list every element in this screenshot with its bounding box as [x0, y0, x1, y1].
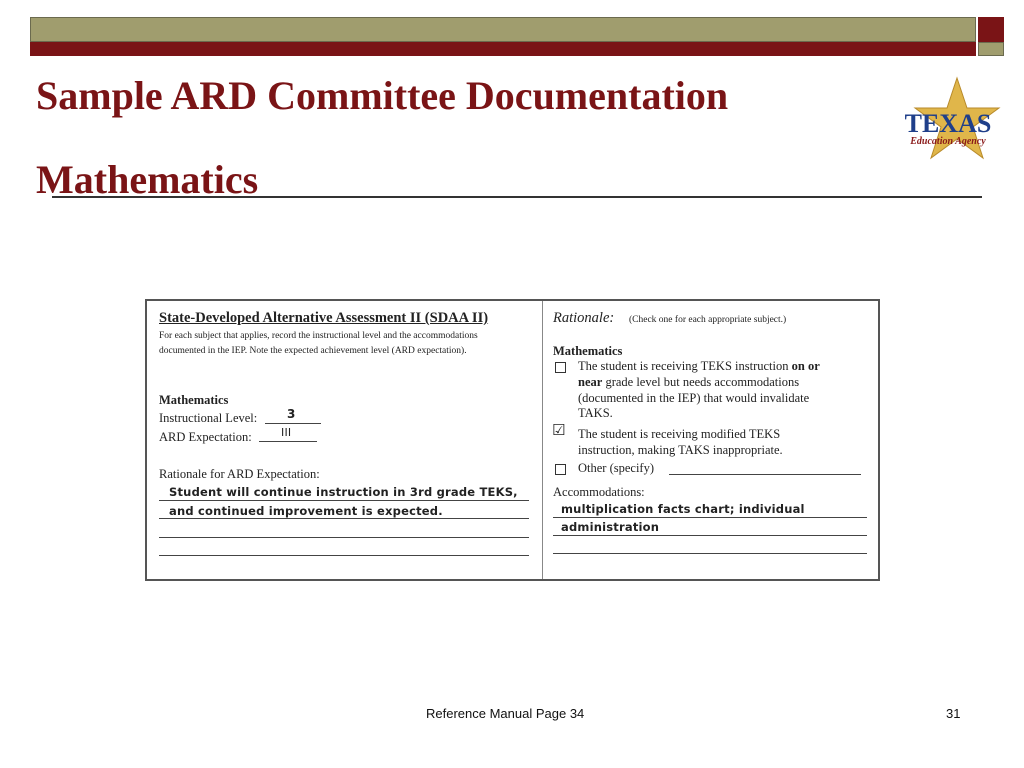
accommodations-label: Accommodations: — [553, 485, 645, 499]
rationale-heading: Rationale: — [553, 310, 615, 326]
option2-checkbox-checked-icon[interactable]: ☑ — [552, 421, 566, 439]
ard-expectation-value: III — [281, 426, 292, 439]
instructional-level-line — [265, 423, 321, 424]
form-instructions-line2: documented in the IEP. Note the expected achievement level (ARD expectation). — [159, 346, 467, 356]
logo-text-sub: Education Agency — [910, 136, 986, 147]
rationale-line4 — [159, 555, 529, 556]
accommodations-line1 — [553, 517, 867, 518]
rationale-line1 — [159, 500, 529, 501]
accommodations-line2 — [553, 535, 867, 536]
option1-checkbox[interactable] — [555, 362, 566, 373]
sdaa-form — [145, 299, 880, 581]
rationale-line2-text: and continued improvement is expected. — [169, 504, 443, 518]
option3-specify-line — [669, 474, 861, 475]
logo-text-main: TEXAS — [904, 109, 992, 138]
instructional-level-label: Instructional Level: — [159, 411, 258, 425]
rationale-line2 — [159, 518, 529, 519]
option1-line3: (documented in the IEP) that would invalidate — [578, 391, 810, 405]
option3-checkbox[interactable] — [555, 464, 566, 475]
rationale-line1-text: Student will continue instruction in 3rd grade TEKS, — [169, 485, 518, 499]
accommodations-line2-text: administration — [561, 520, 660, 534]
rationale-line3 — [159, 537, 529, 538]
slide-title: Sample ARD Committee Documentation — [36, 73, 729, 118]
footer-reference: Reference Manual Page 34 — [426, 706, 585, 721]
instructional-level-value: 3 — [287, 407, 296, 421]
slide-subtitle: Mathematics — [36, 157, 259, 202]
option1-line4: TAKS. — [578, 406, 613, 420]
option1-line1: The student is receiving TEKS instruction on or — [578, 359, 820, 373]
left-subject-label: Mathematics — [159, 393, 229, 407]
accommodations-line3 — [553, 553, 867, 554]
rationale-ard-label: Rationale for ARD Expectation: — [159, 467, 320, 481]
corner-block-olive — [978, 42, 1004, 56]
ard-expectation-label: ARD Expectation: — [159, 430, 252, 444]
option2-line2: instruction, making TAKS inappropriate. — [578, 443, 783, 457]
corner-block-maroon — [978, 17, 1004, 42]
form-instructions-line1: For each subject that applies, record the instructional level and the accommodations — [159, 331, 478, 341]
accommodations-line1-text: multiplication facts chart; individual — [561, 502, 805, 516]
option3-label: Other (specify) — [578, 461, 655, 475]
right-subject-label: Mathematics — [553, 344, 623, 358]
ard-expectation-line — [259, 441, 317, 442]
header-bar-maroon — [30, 42, 976, 56]
header-bar-olive — [30, 17, 976, 42]
texas-star-logo-icon — [893, 76, 1003, 166]
slide-number: 31 — [946, 706, 961, 721]
form-heading: State-Developed Alternative Assessment II (SDAA II) — [159, 310, 489, 326]
form-divider — [542, 301, 543, 579]
option2-line1: The student is receiving modified TEKS — [578, 427, 781, 441]
title-underline — [52, 196, 982, 198]
rationale-hint: (Check one for each appropriate subject.) — [629, 315, 787, 325]
option1-line2: near grade level but needs accommodations — [578, 375, 800, 389]
